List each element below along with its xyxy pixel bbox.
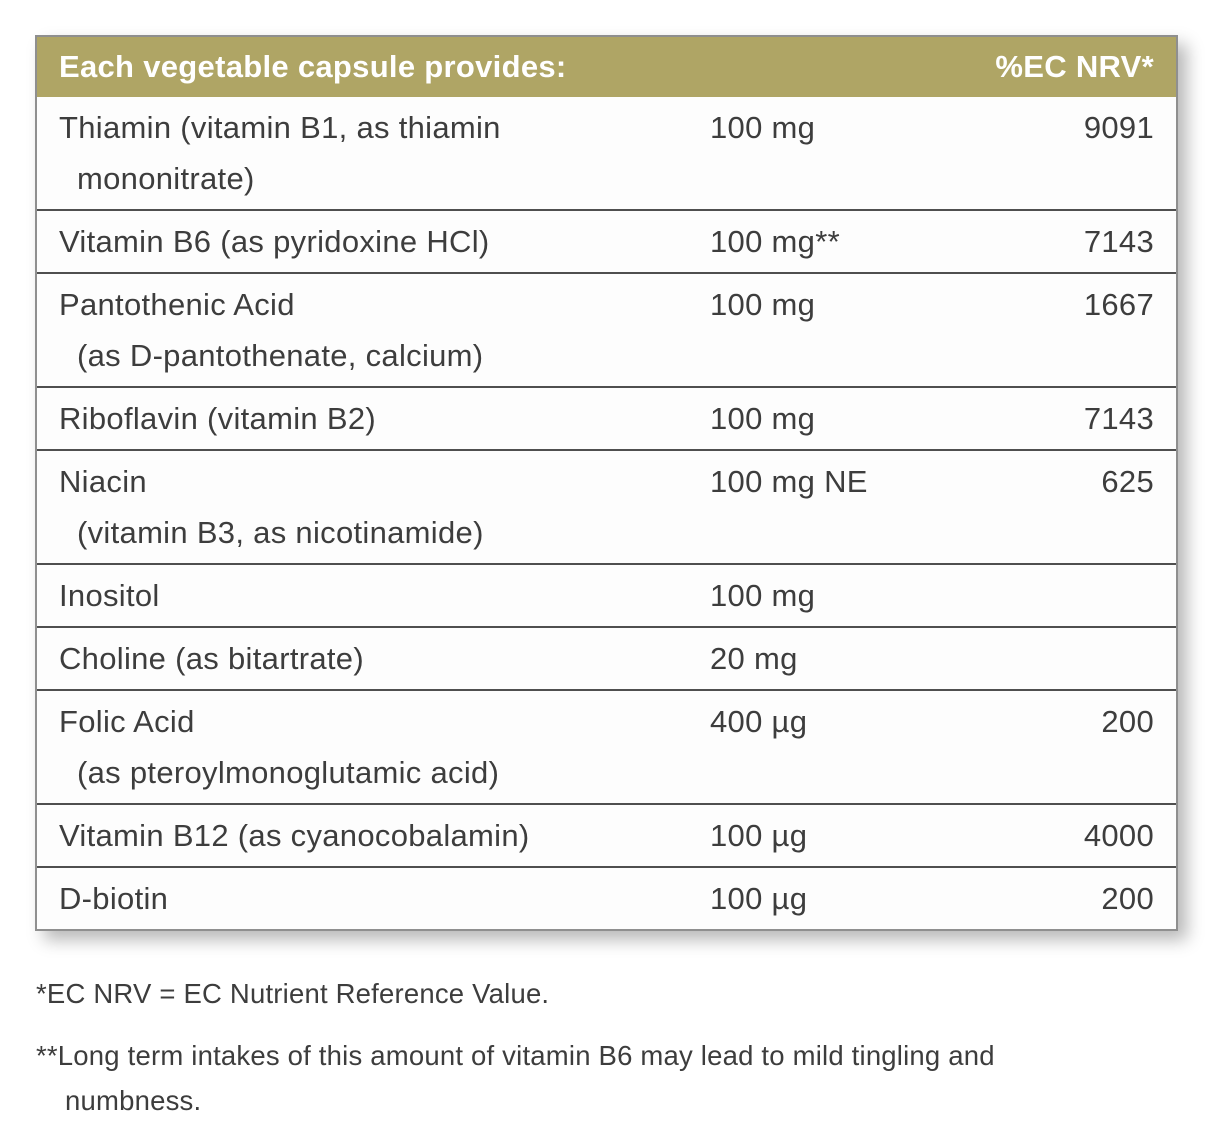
- nutrient-name: Riboflavin (vitamin B2): [59, 401, 377, 436]
- nutrient-amount: 100 µg: [710, 881, 808, 916]
- nutrient-name: Folic Acid (as pteroylmonoglutamic acid): [59, 704, 500, 790]
- nutrient-amount: 100 mg: [710, 287, 816, 322]
- table-row: [37, 689, 1176, 803]
- table-row: [37, 272, 1176, 386]
- nutrient-nrv: 200: [1101, 704, 1154, 739]
- nutrient-amount: 100 mg: [710, 401, 816, 436]
- table-title: Each vegetable capsule provides:: [59, 49, 567, 84]
- nutrient-name: Choline (as bitartrate): [59, 641, 364, 676]
- nutrient-amount: 400 µg: [710, 704, 808, 739]
- nutrient-nrv: 7143: [1083, 224, 1154, 259]
- nutrient-name: Vitamin B6 (as pyridoxine HCl): [59, 224, 490, 259]
- table-row: [37, 97, 1176, 209]
- nutrient-name: Pantothenic Acid (as D-pantothenate, calcium): [59, 287, 484, 373]
- nutrient-amount: 100 mg NE: [710, 464, 868, 499]
- nutrient-name: D-biotin: [59, 881, 169, 916]
- nutrient-nrv: 9091: [1083, 110, 1154, 145]
- nutrient-name: Niacin (vitamin B3, as nicotinamide): [59, 464, 484, 550]
- nutrient-amount: 100 mg: [710, 578, 816, 613]
- nutrient-amount: 100 µg: [710, 818, 808, 853]
- footnotes: [36, 971, 1214, 1123]
- nutrient-nrv: 625: [1101, 464, 1154, 499]
- table-row: [37, 209, 1176, 272]
- nutrient-name: Vitamin B12 (as cyanocobalamin): [59, 818, 530, 853]
- table-row: [37, 866, 1176, 929]
- nutrient-nrv: 1667: [1083, 287, 1154, 322]
- table-row: [37, 386, 1176, 449]
- footnote-nrv-definition: *EC NRV = EC Nutrient Reference Value.: [36, 978, 550, 1009]
- nutrient-nrv: 7143: [1083, 401, 1154, 436]
- table-row: [37, 563, 1176, 626]
- nutrient-name: Inositol: [59, 578, 160, 613]
- nutrient-name: Thiamin (vitamin B1, as thiamin mononitrate): [59, 110, 501, 196]
- nutrient-amount: 100 mg**: [710, 224, 840, 259]
- table-header: [37, 37, 1176, 97]
- nutrient-amount: 20 mg: [710, 641, 798, 676]
- supplement-facts-table: [35, 35, 1178, 931]
- nrv-column-header: %EC NRV*: [995, 49, 1154, 84]
- nutrient-nrv: 4000: [1083, 818, 1154, 853]
- nutrient-nrv: 200: [1101, 881, 1154, 916]
- nutrient-amount: 100 mg: [710, 110, 816, 145]
- table-row: [37, 803, 1176, 866]
- table-row: [37, 626, 1176, 689]
- footnote-b6-warning: **Long term intakes of this amount of vitamin B6 may lead to mild tingling and numbness.: [36, 1040, 995, 1116]
- table-row: [37, 449, 1176, 563]
